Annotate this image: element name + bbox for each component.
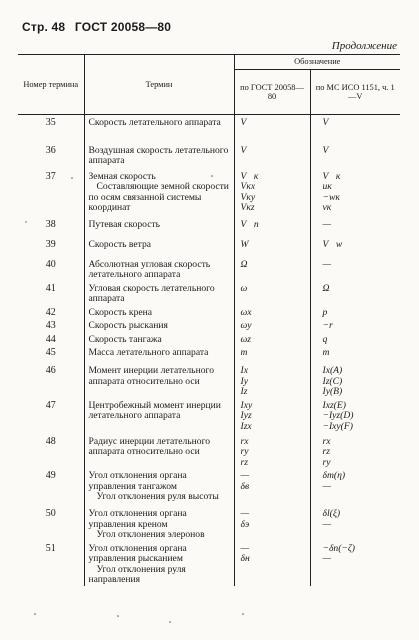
cell-gost-line: Iyz [240,410,252,421]
cell-iso-line: −Iyz(D) [322,410,354,421]
cell-iso-line: — [322,258,332,270]
cell-gost-line: rz [240,456,248,468]
cell-iso-line: — [322,218,332,230]
cell-gost-line: δн [240,553,250,564]
cell-term-line: Скорость ветра [88,238,152,250]
cell-num-line: 41 [45,282,56,294]
cell-gost-line: V [240,144,247,156]
cell-gost-line: ry [240,446,249,457]
cell-num-line: 46 [45,365,56,376]
standard-code: ГОСТ 20058—80 [74,20,172,34]
cell-term-line: Земная скорость [88,170,156,182]
cell-gost-line: W⃗ [240,238,256,250]
cell-num-line: 42 [45,306,56,318]
cell-term-line: Центробежный момент инерции летательного аппарата [88,399,221,421]
cell-gost-line: ωz [240,333,252,345]
cell-num-line: 50 [45,508,56,519]
cell-num-line: 48 [45,435,56,447]
cell-iso-line: Iz(C) [322,375,343,387]
cell-iso-line: vк [322,202,332,213]
cell-term-line: Масса летательного аппарата [88,347,209,358]
cell-gost-line: Ixy [240,399,253,411]
header-designation: Обозначение [234,55,400,70]
cell-num-line: 45 [45,347,56,358]
cell-iso-line: Iy(B) [322,386,343,397]
cell-iso-line: δl(ξ) [322,508,341,519]
cell-iso-line: — [322,518,332,530]
cell-term-line: Путевая скорость [88,218,161,230]
header-gost: по ГОСТ 20058—80 [234,70,310,115]
cell-iso-line: V⃗w [322,238,343,250]
cell-gost-line: V⃗п [240,218,259,230]
cell-num-line: 47 [45,399,56,411]
cell-num-line: 49 [45,470,56,481]
cell-term-line: Угол отклонения руля направления [88,563,186,585]
cell-gost-line: ωy [240,320,252,331]
cell-gost-line: ω⃗ [240,282,255,294]
cell-gost-line: Ω⃗ [240,258,255,270]
cell-iso-line: Ixz(E) [322,399,346,411]
cell-iso-line: −δn(−ζ) [322,542,355,554]
cell-iso-line: Ω⃗ [322,282,337,294]
cell-gost-line: Iz [240,386,248,397]
cell-term-line: Угол отклонения руля высоты [96,491,219,502]
cell-iso-line: p [322,306,328,318]
cell-gost-line: Izx [240,420,252,432]
cell-iso-line: — [322,480,332,492]
cell-term-line: Скорость рыскания [88,320,168,331]
cell-gost-line: — [240,470,250,481]
cell-gost-line: — [240,508,250,519]
cell-term-line: Абсолютная угловая скорость летательного аппарата [88,258,211,280]
cell-iso-line: rz [322,446,330,457]
cell-term-line: Угол отклонения органа управления креном [88,508,187,530]
cell-gost-line: δэ [240,518,250,530]
cell-iso-line: −wк [322,191,340,203]
cell-gost-line: — [240,542,250,554]
cell-num-line: 44 [45,333,56,345]
cell-iso-line: V [322,144,329,156]
cell-num-line: 39 [45,238,56,250]
cell-gost-line: V⃗к [240,170,259,182]
cell-term-line: Угол отклонения органа управления рысканием [88,542,187,564]
cell-num-line: 35 [45,117,56,128]
cell-iso-line: q [322,333,328,345]
cell-iso-line: −Ixy(F) [322,420,353,432]
cell-gost-line: rx [240,435,249,447]
cell-iso-line: rx [322,435,331,447]
cell-term-line: Составляющие земной скорости по осям связанной системы координат [88,181,229,213]
cell-gost-line: δв [240,480,250,492]
cell-term-line: Радиус инерции летательного аппарата относительно оси [88,435,211,457]
cell-term-line: Момент инерции летательного аппарата относительно оси [88,365,214,387]
cell-term-line: Угловая скорость летательного аппарата [88,282,215,304]
cell-gost-line: Vкz [240,202,255,213]
cell-iso-line: m [322,347,330,358]
cell-gost-line: ωx [240,306,252,318]
cell-term-line: Угол отклонения органа управления тангажом [88,470,187,492]
cell-gost-line: Vкx [240,181,256,192]
cell-gost-line: V⃗ [240,117,254,128]
cell-gost-line: Vкy [240,191,256,203]
cell-iso-line: V⃗ [322,117,336,128]
header-term: Термин [84,55,234,115]
cell-term-line: Угол отклонения элеронов [96,529,205,540]
cell-iso-line: δm(η) [322,470,346,481]
cell-gost-line: m [240,347,248,358]
cell-num-line: 40 [45,258,56,270]
cell-num-line: 38 [45,218,56,230]
cell-term-line: Воздушная скорость летательного аппарата [88,144,229,166]
cell-num-line: 37 [45,170,56,182]
cell-num-line: 36 [45,144,56,156]
cell-iso-line: V⃗к [322,170,341,182]
cell-iso-line: — [322,553,332,564]
cell-term-line: Скорость летательного аппарата [88,117,221,128]
cell-iso-line: ry [322,456,331,468]
cell-num-line: 43 [45,320,56,331]
cell-term-line: Скорость тангажа [88,333,162,345]
continuation-label: Продолжение [331,40,397,52]
cell-term-line: Скорость крена [88,306,153,318]
cell-iso-line: uк [322,181,332,192]
cell-iso-line: Ix(A) [322,365,343,376]
cell-gost-line: Iy [240,375,248,387]
page-number: Стр. 48 [22,20,66,34]
cell-iso-line: −r [322,320,333,331]
header-num: Номер термина [18,55,84,115]
header-iso: по МС ИСО 1151, ч. 1—V [310,70,400,115]
cell-num-line: 51 [45,542,56,554]
cell-gost-line: Ix [240,365,248,376]
